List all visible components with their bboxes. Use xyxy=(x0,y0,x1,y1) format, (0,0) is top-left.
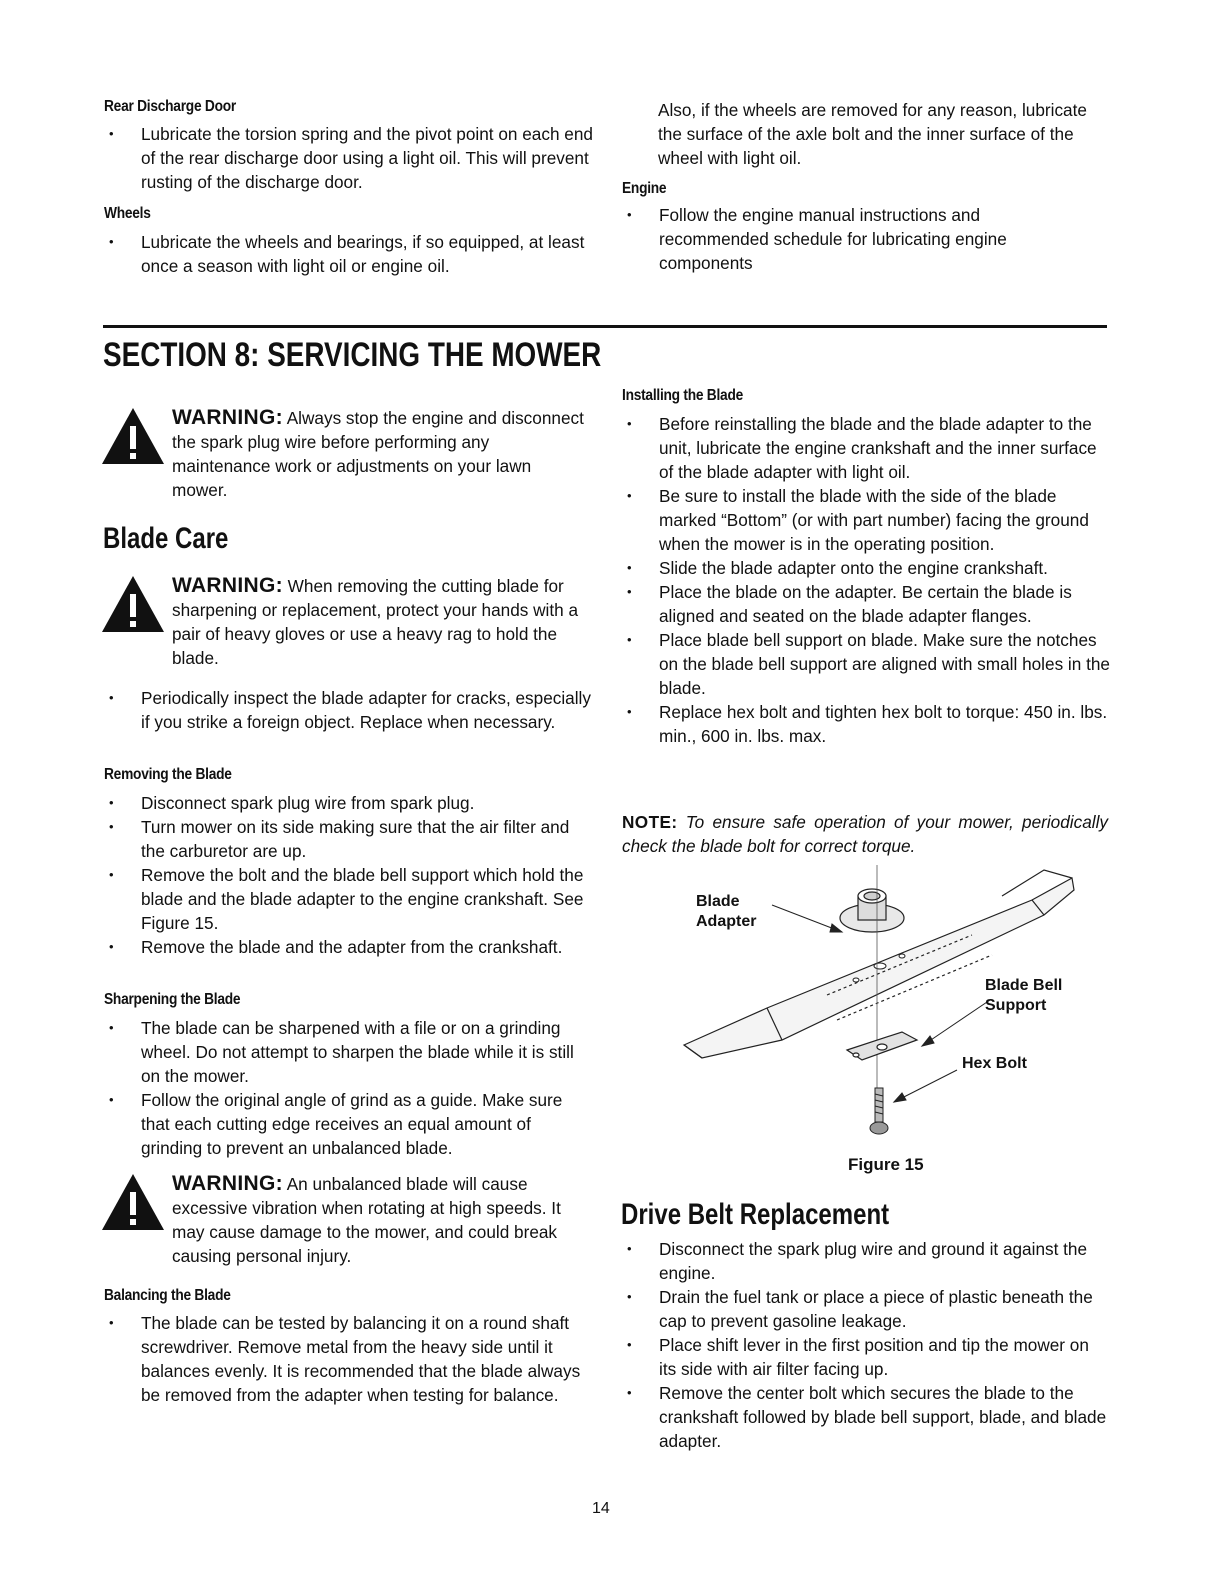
rear-discharge-heading: Rear Discharge Door xyxy=(104,98,236,115)
note-label: NOTE: xyxy=(622,812,678,832)
balancing-list xyxy=(104,1311,594,1407)
list-item: • Drain the fuel tank or place a piece of plastic beneath the cap to prevent gasoline leakage. xyxy=(622,1285,1110,1333)
warning-text: When removing the cutting blade for sharpening or replacement, protect your hands with a pair of heavy gloves or use a heavy rag to hold the blade. xyxy=(172,576,579,668)
warning-triangle-icon xyxy=(100,1172,172,1268)
figure-caption: Figure 15 xyxy=(848,1155,924,1174)
drive-belt-heading: Drive Belt Replacement xyxy=(621,1198,890,1231)
list-item: • Place blade bell support on blade. Make sure the notches on the blade bell support are aligned with small holes in the blade. xyxy=(622,628,1110,700)
list-item: • The blade can be sharpened with a file or on a grinding wheel. Do not attempt to sharpen the blade while it is still on the mower. xyxy=(104,1016,594,1088)
wheels-continuation: Also, if the wheels are removed for any reason, lubricate the surface of the axle bolt and the inner surface of the wheel with light oil. xyxy=(658,100,1087,168)
list-item: • Periodically inspect the blade adapter for cracks, especially if you strike a foreign object. Replace when necessary. xyxy=(104,686,594,734)
list-item: • Turn mower on its side making sure that the air filter and the carburetor are up. xyxy=(104,815,594,863)
installing-list xyxy=(622,412,1110,748)
warning-box xyxy=(100,1172,590,1268)
engine-heading: Engine xyxy=(622,180,667,197)
list-item: • Lubricate the wheels and bearings, if so equipped, at least once a season with light oil or engine oil. xyxy=(104,230,594,278)
list-item: • Disconnect the spark plug wire and ground it against the engine. xyxy=(622,1237,1110,1285)
warning-box xyxy=(100,406,590,502)
removing-list xyxy=(104,791,594,959)
list-item: • Lubricate the torsion spring and the pivot point on each end of the rear discharge door using a light oil. This will prevent rusting of the discharge door. xyxy=(104,122,594,194)
sharpening-list xyxy=(104,1016,594,1160)
engine-list xyxy=(622,203,1082,275)
warning-label: WARNING: xyxy=(172,574,283,597)
removing-heading: Removing the Blade xyxy=(104,766,232,783)
list-item: • The blade can be tested by balancing it on a round shaft screwdriver. Remove metal from the heavy side until it balances evenly. It is recommended that the blade always be removed from the adapter when testing for balance. xyxy=(104,1311,594,1407)
drive-belt-list xyxy=(622,1237,1110,1453)
warning-label: WARNING: xyxy=(172,1172,283,1195)
list-item: • Remove the bolt and the blade bell support which hold the blade and the blade adapter to the engine crankshaft. See Figure 15. xyxy=(104,863,594,935)
list-item: • Replace hex bolt and tighten hex bolt to torque: 450 in. lbs. min., 600 in. lbs. max. xyxy=(622,700,1110,748)
list-item: • Follow the original angle of grind as a guide. Make sure that each cutting edge receives an equal amount of grinding to prevent an unbalanced blade. xyxy=(104,1088,594,1160)
section-divider xyxy=(103,325,1107,328)
label-hex-bolt: Hex Bolt xyxy=(962,1055,1027,1072)
label-blade-bell-line2: Support xyxy=(985,997,1047,1014)
balancing-heading: Balancing the Blade xyxy=(104,1287,231,1304)
hex-bolt-part xyxy=(870,1088,888,1134)
blade-adapter-part xyxy=(840,889,904,932)
list-item: • Remove the center bolt which secures the blade to the crankshaft followed by blade bell support, blade, and blade adapter. xyxy=(622,1381,1110,1453)
warning-label: WARNING: xyxy=(172,406,283,429)
warning-text: Always stop the engine and disconnect the spark plug wire before performing any maintenance work or adjustments on your lawn mower. xyxy=(172,408,584,500)
warning-triangle-icon xyxy=(100,574,172,670)
rear-discharge-list xyxy=(104,122,594,194)
page-number: 14 xyxy=(592,1500,610,1517)
installing-heading: Installing the Blade xyxy=(622,387,744,404)
figure-15-blade-diagram xyxy=(672,860,1112,1150)
list-item: • Place shift lever in the first position and tip the mower on its side with air filter facing up. xyxy=(622,1333,1110,1381)
section-title: SECTION 8: SERVICING THE MOWER xyxy=(103,336,602,374)
warning-text: An unbalanced blade will cause excessive vibration when rotating at high speeds. It may cause damage to the mower, and could break causing personal injury. xyxy=(172,1174,561,1266)
wheels-list xyxy=(104,230,594,278)
blade-bell-support-part xyxy=(847,1032,917,1060)
label-blade-adapter-line2: Adapter xyxy=(696,913,757,930)
note-text: To ensure safe operation of your mower, periodically check the blade bolt for correct torque. xyxy=(622,812,1108,856)
list-item: • Before reinstalling the blade and the blade adapter to the unit, lubricate the engine crankshaft and the inner surface of the blade adapter with light oil. xyxy=(622,412,1110,484)
wheels-heading: Wheels xyxy=(104,205,151,222)
list-item: • Remove the blade and the adapter from the crankshaft. xyxy=(104,935,594,959)
list-item: • Slide the blade adapter onto the engine crankshaft. xyxy=(622,556,1110,580)
label-blade-bell-line1: Blade Bell xyxy=(985,977,1063,994)
list-item: • Disconnect spark plug wire from spark plug. xyxy=(104,791,594,815)
list-item: • Be sure to install the blade with the side of the blade marked “Bottom” (or with part number) facing the ground when the mower is in the operating position. xyxy=(622,484,1110,556)
list-item: • Follow the engine manual instructions and recommended schedule for lubricating engine components xyxy=(622,203,1082,275)
list-item: • Place the blade on the adapter. Be certain the blade is aligned and seated on the blade adapter flanges. xyxy=(622,580,1110,628)
blade-care-heading: Blade Care xyxy=(103,522,229,555)
note-paragraph xyxy=(622,810,1108,858)
blade-care-list xyxy=(104,686,594,734)
sharpening-heading: Sharpening the Blade xyxy=(104,991,241,1008)
warning-box xyxy=(100,574,590,670)
warning-triangle-icon xyxy=(100,406,172,502)
label-blade-adapter-line1: Blade xyxy=(696,893,740,910)
